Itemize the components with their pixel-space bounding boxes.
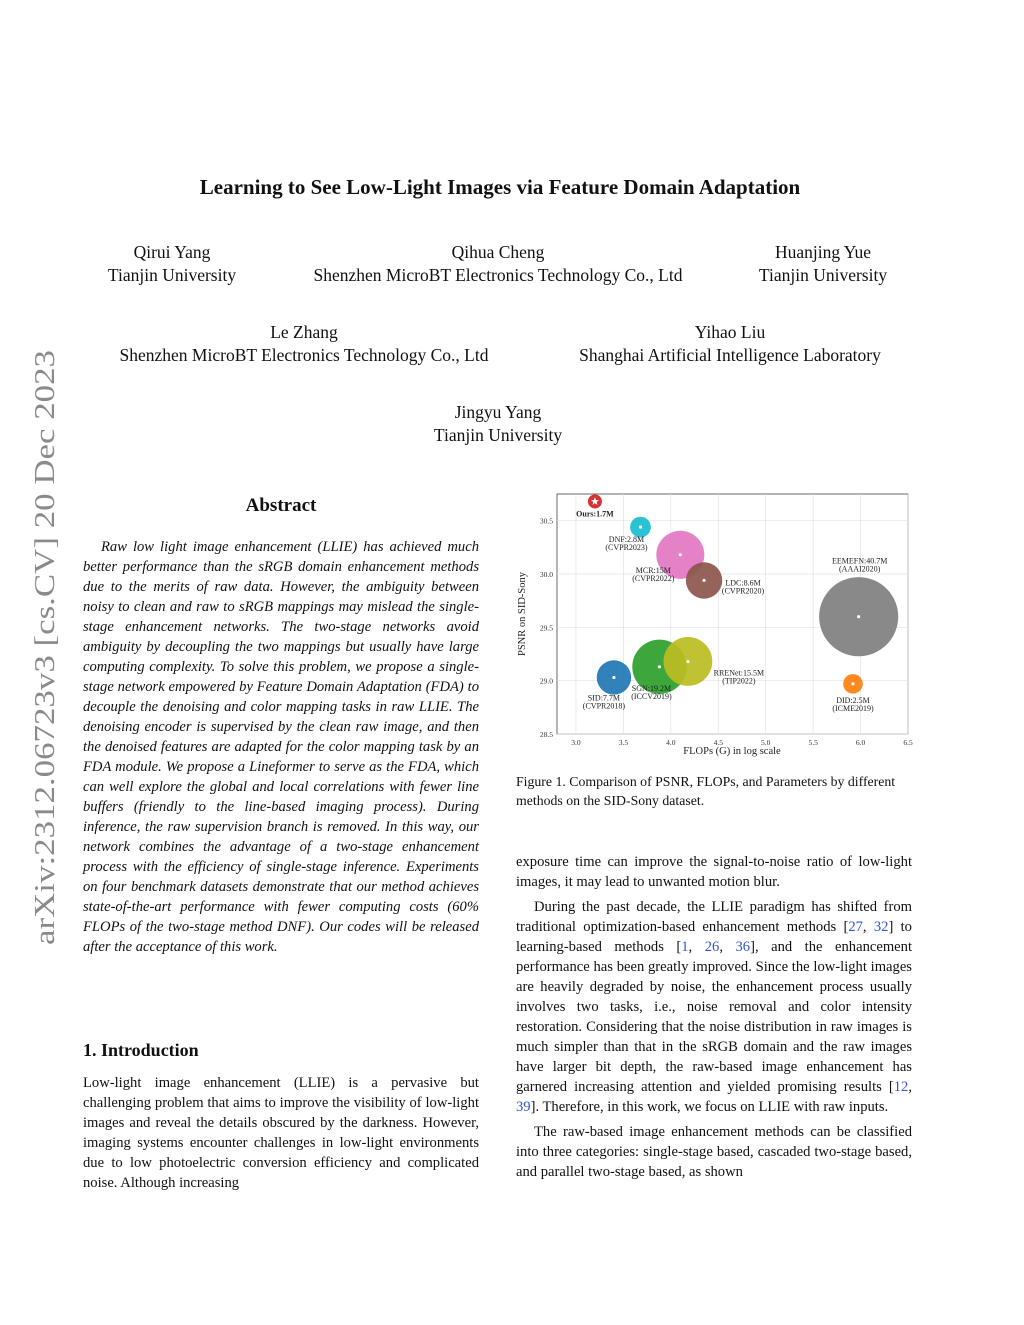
bubble-center-dot xyxy=(679,553,682,556)
point-label: SID:7.7M xyxy=(587,693,621,703)
point-venue: (CVPR2022) xyxy=(632,573,675,583)
author-name: Qirui Yang xyxy=(133,242,211,262)
x-tick-label: 6.5 xyxy=(903,738,913,747)
bubble-center-dot xyxy=(686,660,689,663)
abstract-paragraph: Raw low light image enhancement (LLIE) has achieved much better performance than the sRGB domain enhancement methods due to the merits of raw data. However, the ambiguity between noisy to clean and raw to sRGB mappings may mislead the single-stage enhancement networks. The two-stage networks avoid ambiguity by decoupling the two mappings but usually have large computing complexity. To solve this problem, we propose a single-stage network empowered by Feature Domain Adaptation (FDA) to decouple the denoising and color mapping tasks in raw LLIE. The denoising encoder is supervised by the clean raw image, and then the denoised features are adapted for the color mapping task by an FDA module. We propose a Lineformer to serve as the FDA, which can well explore the global and local correlations with fewer line buffers (friendly to the line-based imaging process). During inference, the raw supervision branch is removed. In this way, our network combines the advantage of a two-stage enhancement process with the efficiency of single-stage inference. Experiments on four benchmark datasets demonstrate that our method achieves state-of-the-art performance with fewer computing costs (60% FLOPs of the two-stage method DNF). Our codes will be released after the acceptance of this work. xyxy=(83,539,479,955)
x-tick-label: 6.0 xyxy=(855,738,866,747)
text-run: , xyxy=(688,939,705,955)
point-label: EEMEFN:40.7M xyxy=(831,556,888,566)
intro-paragraph-1: Low-light image enhancement (LLIE) is a pervasive but challenging problem that aims to improve the visibility of low-light images and reveal the details obscured by the darkness. However, imaging systems encounter challenges in low-light environments due to low photoelectric conversion efficiency and complicated noise. Although increasing xyxy=(83,1075,479,1191)
citation-link[interactable]: 1 xyxy=(681,939,689,955)
intro-left-column xyxy=(83,1073,479,1193)
author-block-3 xyxy=(738,241,908,287)
point-venue: (CVPR2020) xyxy=(721,586,765,596)
author-name: Qihua Cheng xyxy=(451,242,545,262)
paper-title: Learning to See Low-Light Images via Feature Domain Adaptation xyxy=(199,175,801,199)
point-venue: (CVPR2018) xyxy=(582,701,626,711)
point-venue: (CVPR2023) xyxy=(605,543,648,553)
author-affiliation: Shenzhen MicroBT Electronics Technology Co., Ltd xyxy=(119,345,489,365)
text-run: , xyxy=(719,939,736,955)
point-label: RRENet:15.5M xyxy=(713,668,765,678)
citation-link[interactable]: 32 xyxy=(873,919,889,935)
author-block-6 xyxy=(398,401,598,447)
y-axis-label: PSNR on SID-Sony xyxy=(517,571,528,657)
figure-1 xyxy=(512,490,914,760)
arxiv-stamp xyxy=(24,350,64,945)
x-axis-label: FLOPs (G) in log scale xyxy=(683,746,781,757)
y-tick-label: 29.0 xyxy=(539,676,553,686)
intro-heading: 1. Introduction xyxy=(83,1040,199,1060)
abstract-heading: Abstract xyxy=(245,495,317,516)
citation-link[interactable]: 27 xyxy=(848,919,863,935)
author-name: Jingyu Yang xyxy=(454,402,542,422)
author-name: Yihao Liu xyxy=(694,322,766,342)
author-block-4 xyxy=(84,321,524,367)
author-affiliation: Tianjin University xyxy=(433,425,563,445)
text-run: ]. Therefore, in this work, we focus on LLIE with raw inputs. xyxy=(530,1099,889,1115)
point-label: MCR:15M xyxy=(635,565,671,575)
point-venue: (TIP2022) xyxy=(722,676,756,686)
point-label: DNF:2.8M xyxy=(608,535,645,545)
x-tick-label: 4.5 xyxy=(713,738,723,747)
intro-paragraph-2 xyxy=(516,897,912,1117)
x-tick-label: 5.5 xyxy=(808,738,818,747)
point-venue: (ICCV2019) xyxy=(631,691,672,701)
point-venue: (ICME2019) xyxy=(832,703,874,713)
point-venue: (AAAI2020) xyxy=(839,564,881,574)
text-run: ] to learning-based methods [ xyxy=(516,919,912,955)
author-name: Le Zhang xyxy=(270,322,338,342)
x-tick-label: 4.0 xyxy=(666,738,676,747)
x-tick-label: 3.0 xyxy=(571,738,581,747)
citation-link[interactable]: 36 xyxy=(735,939,751,955)
bubble-center-dot xyxy=(639,525,642,528)
text-run: , xyxy=(862,919,874,935)
arxiv-stamp-svg xyxy=(24,350,64,945)
author-block-2 xyxy=(278,241,718,287)
y-tick-label: 30.5 xyxy=(539,516,553,526)
bubble-center-dot xyxy=(702,579,705,582)
bubble-center-dot xyxy=(658,665,661,668)
author-name: Huanjing Yue xyxy=(774,242,872,262)
author-block-5 xyxy=(548,321,912,367)
text-run: During the past decade, the LLIE paradigm has shifted from traditional optimization-based enhancement methods [ xyxy=(516,899,912,935)
intro-paragraph-3: The raw-based image enhancement methods can be classified into three categories: single-stage based, cascaded two-stage based, and parallel two-stage based, as shown xyxy=(516,1124,912,1180)
text-run: , xyxy=(908,1079,912,1095)
bubble-center-dot xyxy=(851,682,854,685)
abstract-body xyxy=(83,537,479,957)
point-label: DID:2.5M xyxy=(836,695,870,705)
citation-link[interactable]: 26 xyxy=(704,939,720,955)
arxiv-stamp-text: arXiv:2312.06723v3 [cs.CV] 20 Dec 2023 xyxy=(29,450,61,945)
point-label: SGN:19.2M xyxy=(631,683,672,693)
y-tick-label: 28.5 xyxy=(539,730,553,739)
point-label: Ours:1.7M xyxy=(576,509,614,519)
author-affiliation: Tianjin University xyxy=(758,265,888,285)
author-affiliation: Tianjin University xyxy=(107,265,237,285)
psnr-flops-chart xyxy=(512,490,914,760)
intro-paragraph-1-cont: exposure time can improve the signal-to-noise ratio of low-light images, it may lead to unwanted motion blur. xyxy=(516,854,912,890)
x-tick-label: 5.0 xyxy=(761,738,771,747)
y-tick-label: 30.0 xyxy=(539,570,553,579)
intro-right-column xyxy=(516,852,912,1182)
citation-link[interactable]: 12 xyxy=(893,1079,909,1095)
author-affiliation: Shanghai Artificial Intelligence Laboratory xyxy=(579,345,881,365)
author-affiliation: Shenzhen MicroBT Electronics Technology Co., Ltd xyxy=(313,265,683,285)
text-run: ], and the enhancement performance has been greatly improved. Since the low-light images are heavily degraded by noise, the enhancement process usually involves two tasks, i.e., noise removal and color intensity restoration. Considering that the noise distribution in raw images is much simpler than that in the sRGB domain and the raw images have larger bit depth, the raw-based image enhancement has garnered increasing attention and yielded promising results [ xyxy=(516,939,913,1095)
point-label: LDC:8.6M xyxy=(725,578,761,588)
author-block-1 xyxy=(82,241,262,287)
citation-link[interactable]: 39 xyxy=(516,1099,531,1115)
bubble-center-dot xyxy=(857,615,860,618)
figure-caption: Figure 1. Comparison of PSNR, FLOPs, and Parameters by different methods on the SID-Sony dataset. xyxy=(516,774,896,808)
bubble-center-dot xyxy=(612,676,615,679)
y-tick-label: 29.5 xyxy=(539,623,553,633)
x-tick-label: 3.5 xyxy=(618,738,629,747)
